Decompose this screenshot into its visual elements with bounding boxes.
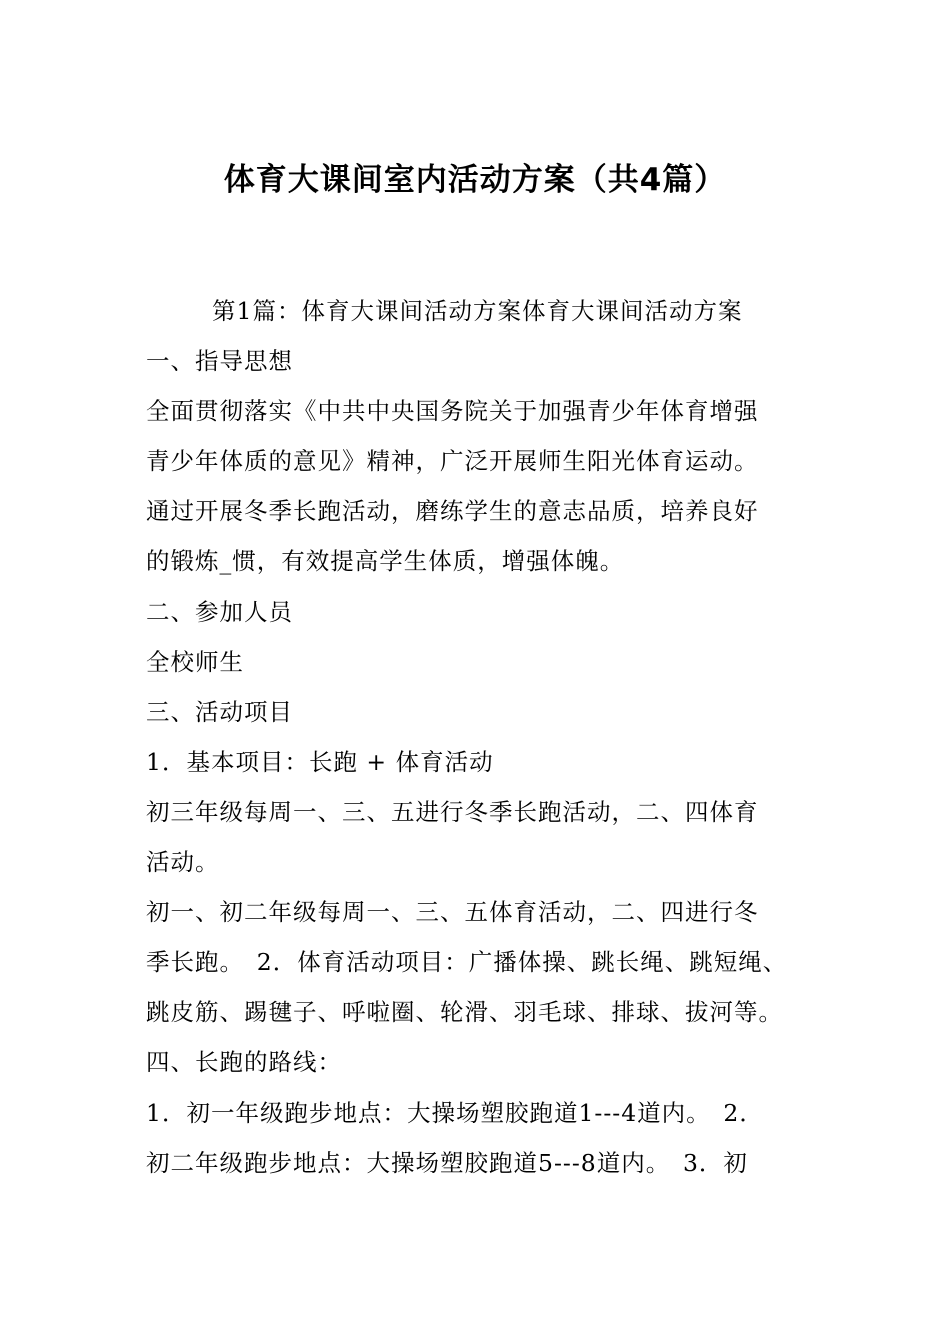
- section-heading-part-1: 第1篇：体育大课间活动方案体育大课间活动方案: [212, 297, 743, 325]
- paragraph-line: 初二年级跑步地点：大操场塑胶跑道5---8道内。 3．初: [146, 1148, 748, 1177]
- heading-participants: 二、参加人员: [146, 597, 293, 626]
- paragraph-line: 的锻炼_惯，有效提高学生体质，增强体魄。: [146, 547, 625, 576]
- paragraph-line: 跳皮筋、踢毽子、呼啦圈、轮滑、羽毛球、排球、拔河等。: [146, 998, 783, 1027]
- heading-activity-items: 三、活动项目: [146, 697, 293, 726]
- paragraph-line: 初一、初二年级每周一、三、五体育活动，二、四进行冬: [146, 898, 759, 927]
- heading-running-route: 四、长跑的路线：: [146, 1048, 342, 1077]
- paragraph-line: 初三年级每周一、三、五进行冬季长跑活动，二、四体育: [146, 797, 759, 826]
- paragraph-line: 青少年体质的意见》精神，广泛开展师生阳光体育运动。: [146, 447, 759, 476]
- paragraph-line: 全面贯彻落实《中共中央国务院关于加强青少年体育增强: [146, 397, 759, 426]
- document-body: [146, 286, 826, 1188]
- paragraph-line: 全校师生: [146, 647, 244, 676]
- heading-guiding-thought: 一、指导思想: [146, 347, 293, 376]
- document-title: 体育大课间室内活动方案（共4篇）: [223, 162, 727, 198]
- paragraph-line: 季长跑。 2．体育活动项目：广播体操、跳长绳、跳短绳、: [146, 948, 788, 977]
- paragraph-line: 1．基本项目：长跑 + 体育活动: [146, 747, 494, 776]
- paragraph-line: 通过开展冬季长跑活动，磨练学生的意志品质，培养良好: [146, 497, 759, 526]
- paragraph-line: 活动。: [146, 848, 220, 877]
- paragraph-line: 1．初一年级跑步地点：大操场塑胶跑道1---4道内。 2．: [146, 1098, 764, 1127]
